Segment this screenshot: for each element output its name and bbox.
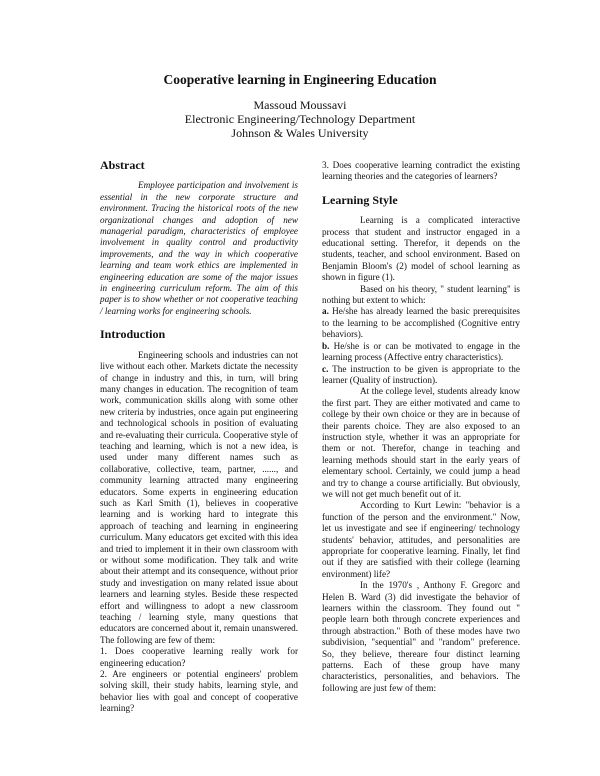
introduction-heading: Introduction: [100, 327, 166, 342]
learning-style-paragraph-1: Learning is a complicated interactive process that student and instructor engaged in a educational setting. Therefor, it depends on the students, teacher, and school environment. Based on Benjamin Bloom's (2) model of school learning as shown in figure (1).: [322, 215, 520, 283]
paper-title: Cooperative learning in Engineering Education: [163, 72, 437, 87]
learning-style-paragraph-2: Based on his theory, " student learning" is nothing but extent to which:: [322, 283, 520, 306]
list-item-c: [322, 364, 520, 387]
learning-style-paragraph-5: In the 1970's , Anthony F. Gregorc and Helen B. Ward (3) did investigate the behavior of learners within the classroom. They found out " people learn both through concrete experiences and through abstraction." Both of these modes have two subdivision, "sequential" and "random" preference. So, they believe, thereare four distinct learning patterns. Each of these group have many characteristics, personalities, and behaviors. The following are just few of them:: [322, 580, 520, 693]
list-item-c-text: The instruction to be given is appropriate to the learner (Quality of instruction).: [322, 363, 520, 385]
list-item-b-text: He/she is or can be motivated to engage in the learning process (Affective entry characteristics).: [322, 340, 521, 363]
list-item-b: [322, 341, 520, 364]
abstract-heading: Abstract: [100, 158, 145, 172]
list-item-b-label: b.: [322, 340, 330, 351]
question-3: 3. Does cooperative learning contradict the existing learning theories and the categories of learners?: [322, 160, 520, 182]
learning-style-paragraph-4: According to Kurt Lewin: "behavior is a function of the person and the environment." Now, let us investigate and see if engineering/ technology students' behavior, attitudes, and personalities are appropriate for cooperative learning. Finally, let find out if they are satisfied with their college (learning environment) life?: [322, 500, 520, 579]
question-2: 2. Are engineers or potential engineers' problem solving skill, their study habits, learning style, and behavior lies with goal and concept of cooperative learning?: [100, 669, 298, 714]
list-item-a-text: He/she has already learned the basic prerequisites to the learning to be accomplished (Cognitive entry behaviors).: [322, 306, 521, 340]
author-name: Massoud Moussavi: [253, 98, 347, 112]
right-column: [322, 160, 520, 694]
question-1: 1. Does cooperative learning really work for engineering education?: [100, 646, 298, 668]
introduction-paragraph: Engineering schools and industries can not live without each other. Markets dictate the necessity of change in industry and this, in turn, will bring many changes in education. The recognition of team work, communication skills along with some other new criteria by industries, once again put engineering and technological schools in position of evaluating and re-evaluating their curricula. Cooperative style of teaching and learning, which is not a new idea, is used under many different names such as collaborative, collective, team, partner, ......, and community learning attracted many engineering educators. Some experts in engineering education such as Karl Smith (1), believes in cooperative learning and is working hard to integrate this approach of teaching and learning in engineering curriculum. Many educators get excited with this idea and tried to implement it in their own classroom with or without some modification. They talk and write about their attempt and its consequence, without prior study and investigation on many related issue about learners and learning styles. Beside these respected effort and willingness to adopt a new classroom teaching / learning style, many questions that educators are concerned about it, remain unanswered. The following are few of them:: [100, 349, 298, 645]
learning-style-paragraph-3: At the college level, students already know the first part. They are either motivated and came to college by their own choice or they are in because of their parents choice. They are also exposed to an instruction style, whether it was an appropriate for them or not. Therefor, change in teaching and learning methods should start in the early years of elementary school. Certainly, we could jump a head and try to change a course artificially. But obviously, we will not get much benefit out of it.: [322, 386, 520, 499]
left-column: [100, 160, 298, 715]
list-item-c-label: c.: [322, 363, 329, 374]
list-item-a-label: a.: [322, 306, 329, 317]
abstract-text: Employee participation and involvement is essential in the new corporate structure and environment. Tracing the historical roots of the new organizational changes and adoption of new managerial paradigm, characteristics of employee involvement in quality control and productivity improvements, and the way in which cooperative learning and team work ethics are implemented in engineering education are some of the major issues in engineering curriculum reform. The aim of this paper is to show whether or not cooperative teaching / learning works for engineering schools.: [100, 180, 298, 316]
list-item-a: [322, 306, 520, 340]
author-university: Johnson & Wales University: [231, 126, 369, 140]
learning-style-heading: Learning Style: [322, 192, 398, 207]
author-department: Electronic Engineering/Technology Department: [184, 112, 416, 126]
